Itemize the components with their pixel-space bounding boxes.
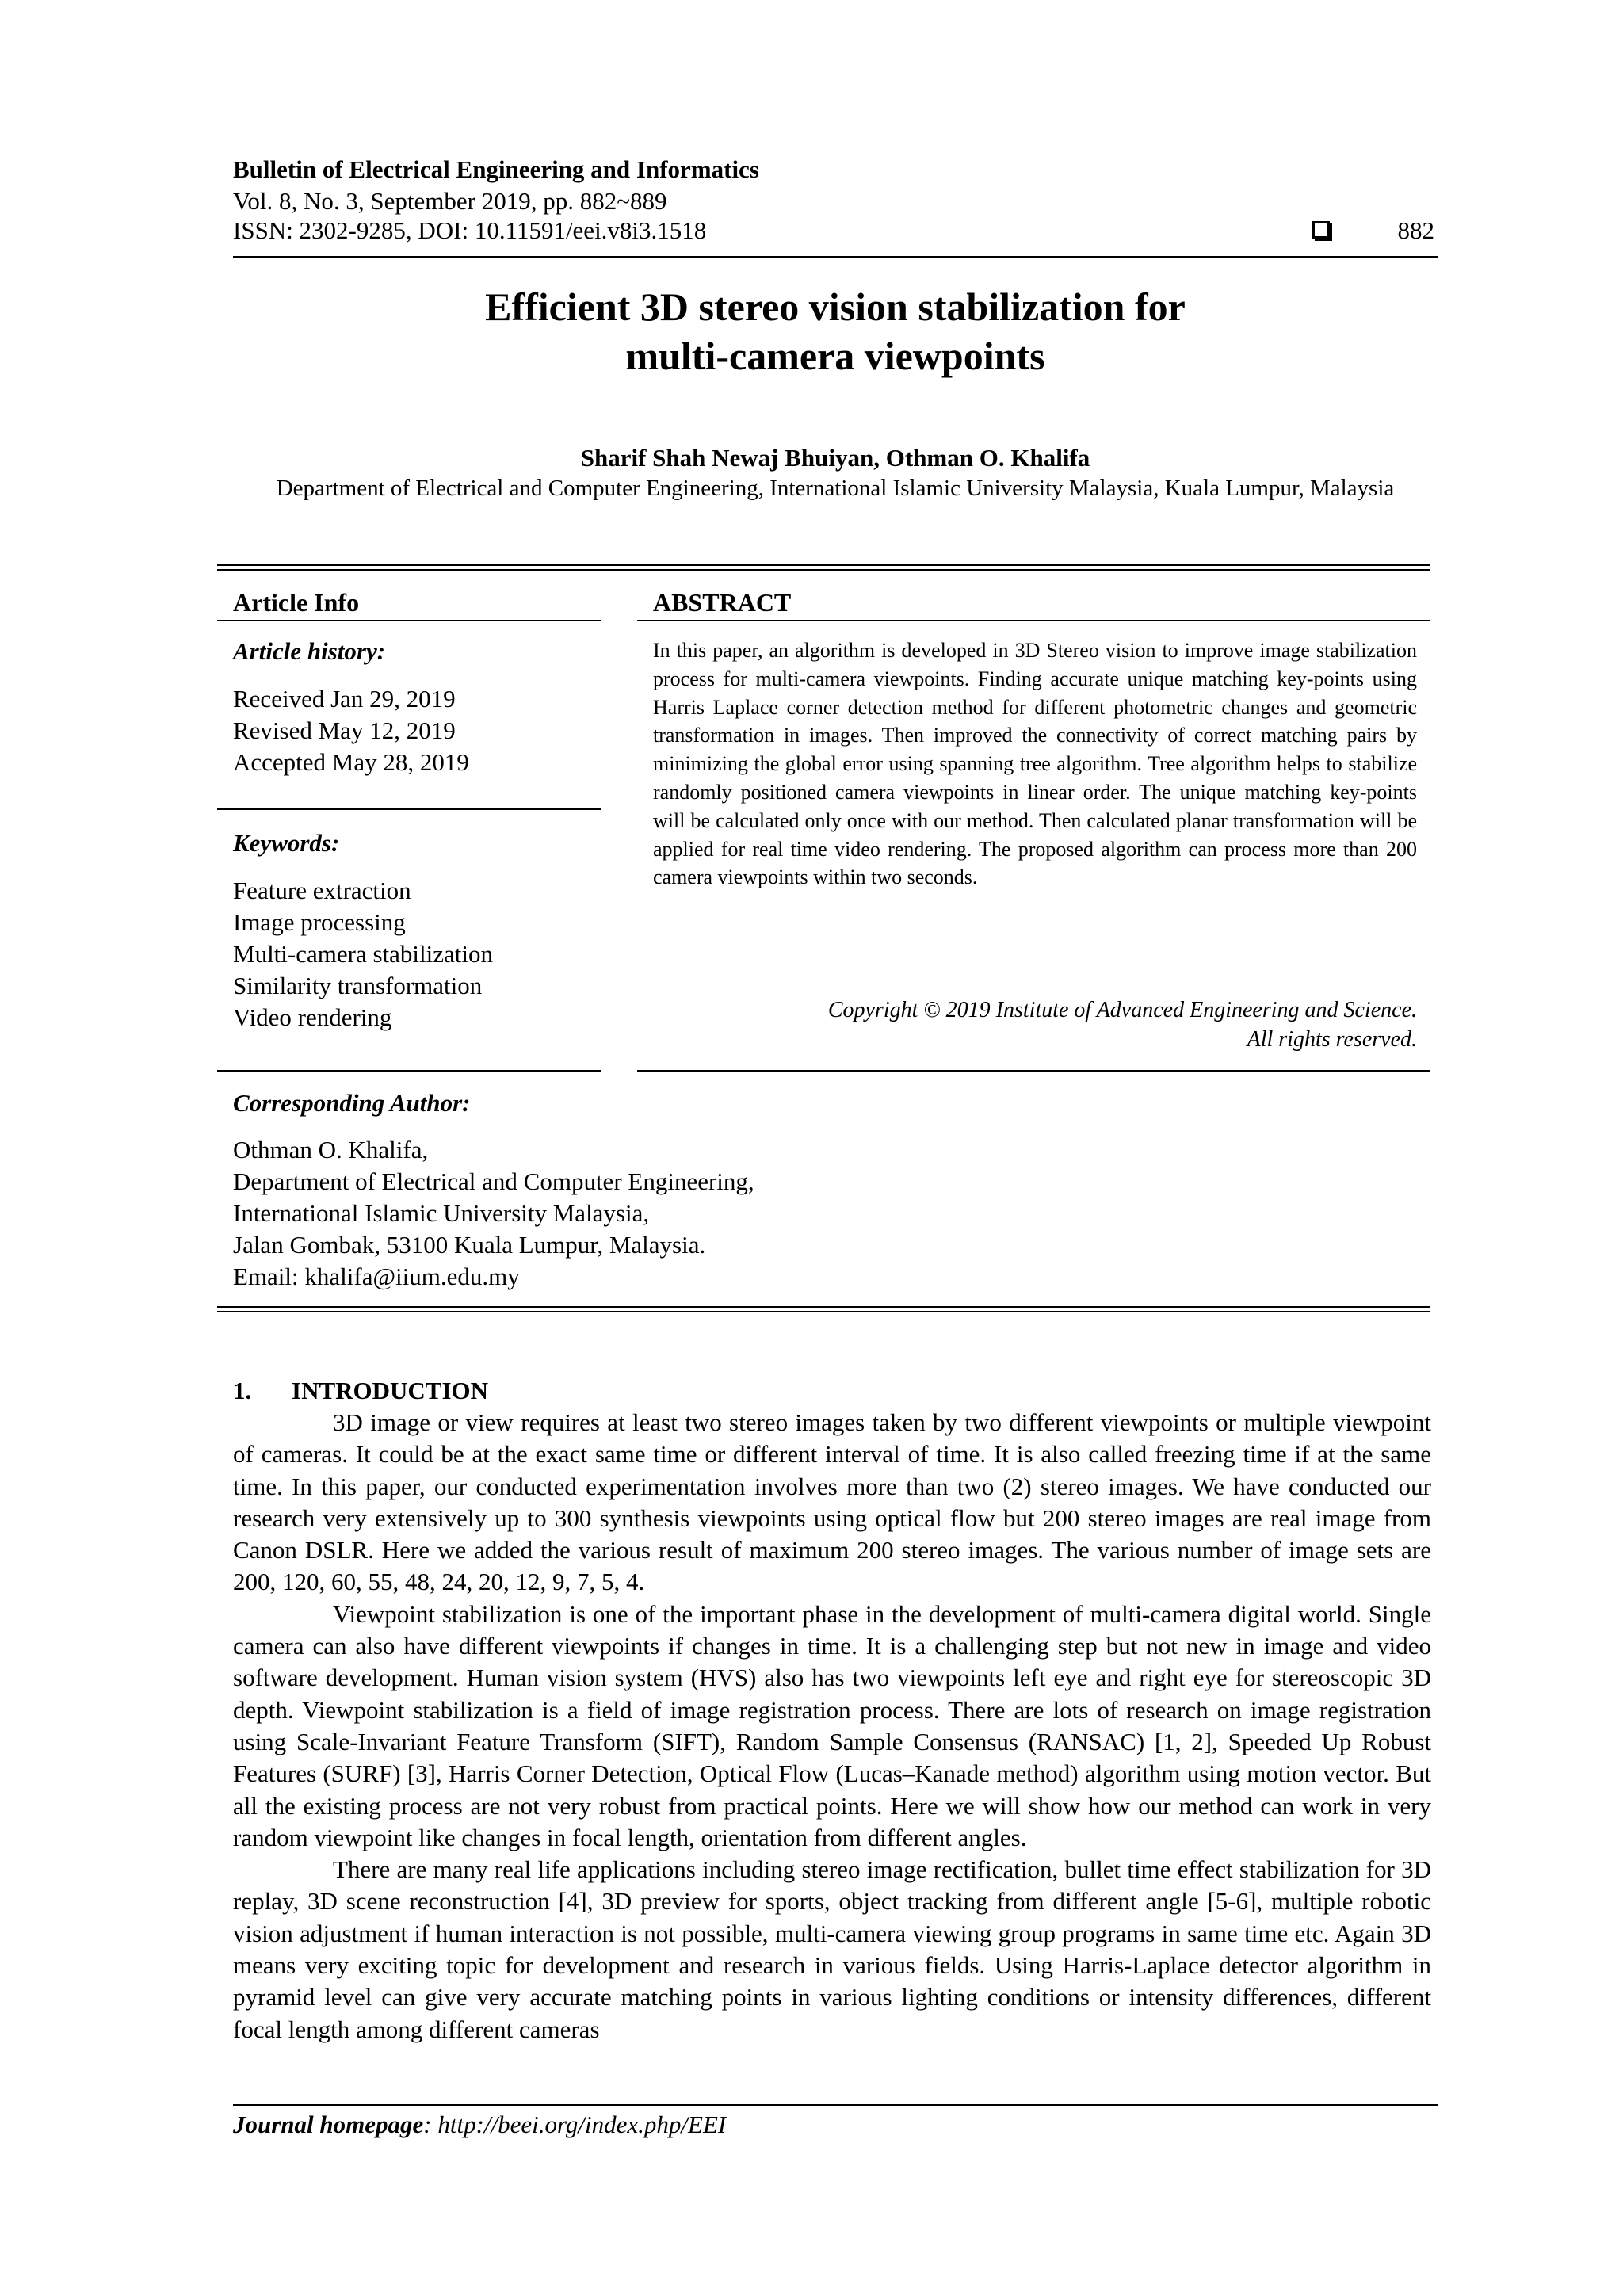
title-line-2: multi-camera viewpoints — [625, 334, 1045, 378]
keywords-heading: Keywords: — [233, 829, 340, 857]
introduction-body — [233, 1407, 1431, 2046]
corresponding-author-details — [233, 1134, 754, 1293]
checkbox-square-icon — [1312, 221, 1330, 239]
header-rule — [233, 256, 1438, 258]
article-info-rule — [217, 620, 601, 621]
author-department: Department of Electrical and Computer Engineering, — [233, 1167, 754, 1195]
article-history-heading: Article history: — [233, 637, 386, 665]
page-number: 882 — [1397, 216, 1434, 244]
keyword: Feature extraction — [233, 877, 411, 904]
keyword: Video rendering — [233, 1003, 392, 1031]
keyword: Similarity transformation — [233, 972, 483, 999]
issn-doi: ISSN: 2302-9285, DOI: 10.11591/eei.v8i3.1518 — [233, 216, 707, 244]
section-number: 1. — [233, 1377, 252, 1404]
journal-name: Bulletin of Electrical Engineering and Informatics — [233, 155, 759, 183]
author-address: Jalan Gombak, 53100 Kuala Lumpur, Malaysia. — [233, 1231, 706, 1259]
authors: Sharif Shah Newaj Bhuiyan, Othman O. Khalifa — [580, 444, 1090, 472]
homepage-label: Journal homepage — [233, 2111, 424, 2138]
article-info-heading: Article Info — [233, 588, 360, 617]
keywords-rule — [217, 1070, 601, 1072]
author-university: International Islamic University Malaysia, — [233, 1199, 650, 1227]
volume-info: Vol. 8, No. 3, September 2019, pp. 882~889 — [233, 187, 667, 215]
homepage-colon: : — [423, 2111, 438, 2138]
abstract-bottom-rule — [637, 1070, 1430, 1072]
keyword: Multi-camera stabilization — [233, 940, 493, 968]
accepted-date: Accepted May 28, 2019 — [233, 748, 469, 776]
rights-line: All rights reserved. — [1247, 1027, 1417, 1052]
info-top-rule — [217, 564, 1430, 571]
title-line-1: Efficient 3D stereo vision stabilization for — [485, 285, 1186, 329]
affiliation: Department of Electrical and Computer Engineering, International Islamic University Malaysia, Kuala Lumpur, Malaysia — [276, 476, 1395, 501]
paper-title — [233, 282, 1438, 380]
section-title: INTRODUCTION — [292, 1377, 489, 1404]
author-name: Othman O. Khalifa, — [233, 1136, 429, 1163]
article-history-list — [233, 683, 469, 778]
journal-homepage — [233, 2111, 726, 2139]
author-email: Email: khalifa@iium.edu.my — [233, 1263, 520, 1290]
paragraph: There are many real life applications including stereo image rectification, bullet time effect stabilization for 3D replay, 3D scene reconstruction [4], 3D preview for sports, object tracking from different angle [5-6], multiple robotic vision adjustment if human interaction is not possible, multi-camera viewing group programs in same time etc. Again 3D means very exciting topic for development and research in various fields. Using Harris-Laplace detector algorithm in pyramid level can give very accurate matching points in various lighting conditions or intensity differences, different focal length among different cameras — [233, 1855, 1431, 2043]
copyright-line: Copyright © 2019 Institute of Advanced Engineering and Science. — [827, 998, 1417, 1022]
paragraph: 3D image or view requires at least two stereo images taken by two different viewpoints or multiple viewpoint of cameras. It could be at the exact same time or different interval of time. It is also called freezing time if at the same time. In this paper, our conducted experimentation involves more than two (2) stereo images. We have conducted our research very extensively up to 300 synthesis viewpoints using optical flow but 200 stereo images are real image from Canon DSLR. Here we added the various result of maximum 200 stereo images. The various number of image sets are 200, 120, 60, 55, 48, 24, 20, 12, 9, 7, 5, 4. — [233, 1408, 1431, 1596]
keywords-list — [233, 875, 493, 1033]
abstract-heading: ABSTRACT — [653, 588, 792, 617]
abstract-rule — [637, 620, 1430, 621]
revised-date: Revised May 12, 2019 — [233, 716, 456, 744]
footer-rule — [233, 2104, 1438, 2106]
copyright — [653, 995, 1417, 1054]
history-rule — [217, 808, 601, 810]
homepage-url[interactable]: http://beei.org/index.php/EEI — [437, 2111, 727, 2138]
keyword: Image processing — [233, 908, 406, 936]
info-bottom-rule — [217, 1306, 1430, 1312]
paragraph: Viewpoint stabilization is one of the important phase in the development of multi-camera digital world. Single camera can also have different viewpoints if changes in time. It is a challenging step but not new in image and video software development. Human vision system (HVS) also has two viewpoints left eye and right eye for stereoscopic 3D depth. Viewpoint stabilization is a field of image registration process. There are lots of research on image registration using Scale-Invariant Feature Transform (SIFT), Random Sample Consensus (RANSAC) [1, 2], Speeded Up Robust Features (SURF) [3], Harris Corner Detection, Optical Flow (Lucas–Kanade method) algorithm using motion vector. But all the existing process are not very robust from practical points. Here we will show how our method can work in very random viewpoint like changes in focal length, orientation from different angles. — [233, 1599, 1431, 1851]
introduction-heading — [233, 1377, 488, 1405]
received-date: Received Jan 29, 2019 — [233, 685, 456, 712]
corresponding-author-heading: Corresponding Author: — [233, 1089, 471, 1117]
abstract-text: In this paper, an algorithm is developed in 3D Stereo vision to improve image stabilization process for multi-camera viewpoints. Finding accurate unique matching key-points using Harris Laplace corner detection method for different photometric changes and geometric transformation in images. Then improved the connectivity of correct matching pairs by minimizing the global error using spanning tree algorithm. Tree algorithm helps to stabilize randomly positioned camera viewpoints in linear order. The unique matching key-points will be calculated only once with our method. Then calculated planar transformation will be applied for real time video rendering. The proposed algorithm can process more than 200 camera viewpoints within two seconds. — [653, 639, 1417, 889]
